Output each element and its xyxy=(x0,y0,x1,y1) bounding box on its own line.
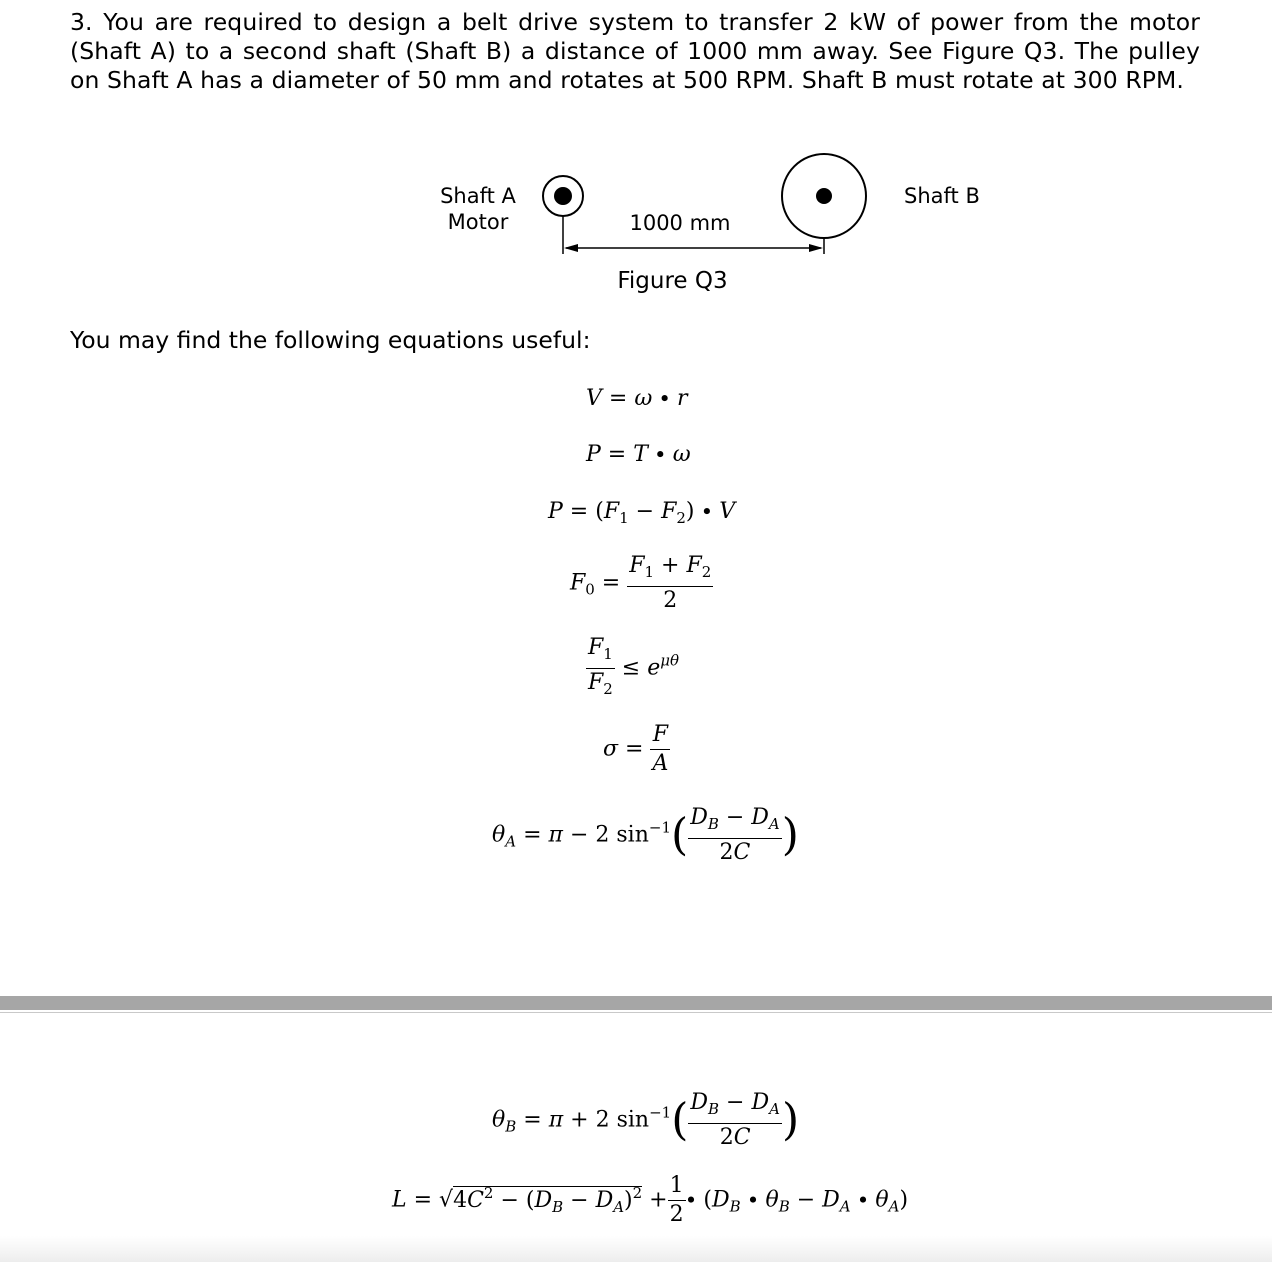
equation-velocity: V = ω ∙ r xyxy=(586,386,688,411)
equation-power-tension: $P = (F_1 - F_2) \cdot V$ xyxy=(548,499,736,527)
equation-wrap-angle-a: $\theta_A = \pi - 2$ $\sin^{-1}$( $\frac{D_B - D_A}{2C}$ ) xyxy=(492,805,799,865)
dimension-arrow-left xyxy=(564,244,578,252)
equation-belt-length: $L = √4C^2 - (D_B - D_A)^2$ + $\frac{1}{2}$ ∙ $(D_B \cdot \theta_B - D_A \cdot \theta_A)$ xyxy=(392,1173,909,1227)
shaft-b-center xyxy=(816,188,832,204)
shaft-a-label: Shaft A xyxy=(440,184,516,208)
dimension-arrow-right xyxy=(809,244,823,252)
equation-wrap-angle-b: $\theta_B = \pi + 2$ $\sin^{-1}$( $\frac{D_B - D_A}{2C}$ ) xyxy=(492,1090,800,1150)
motor-label: Motor xyxy=(447,210,509,234)
problem-statement: 3. You are required to design a belt drive system to transfer 2 kW of power from the motor (Shaft A) to a second shaft (Shaft B) a distance of 1000 mm away. See Figure Q3. The pulley on Shaft A has a diameter of 50 mm and rotates at 500 RPM. Shaft B must rotate at 300 RPM. xyxy=(70,8,1200,94)
equation-stress: σ = $\frac{F}{A}$ xyxy=(603,722,669,776)
distance-label: 1000 mm xyxy=(629,211,731,235)
equations-intro: You may find the following equations useful: xyxy=(70,326,591,354)
shaft-a-center xyxy=(554,187,572,205)
shaft-b-label: Shaft B xyxy=(904,184,980,208)
figure-caption: Figure Q3 xyxy=(617,268,728,294)
equation-initial-tension: $F_0$ = $\frac{F_1 + F_2}{2}$ xyxy=(570,553,712,613)
page-divider xyxy=(0,996,1272,1010)
equation-power-torque: P = T ∙ ω xyxy=(586,442,691,467)
page-bottom-edge xyxy=(0,1236,1272,1262)
equation-tension-ratio: $\frac{F_1}{F_2}$ ≤ $e^{\mu\theta}$ xyxy=(588,635,680,698)
